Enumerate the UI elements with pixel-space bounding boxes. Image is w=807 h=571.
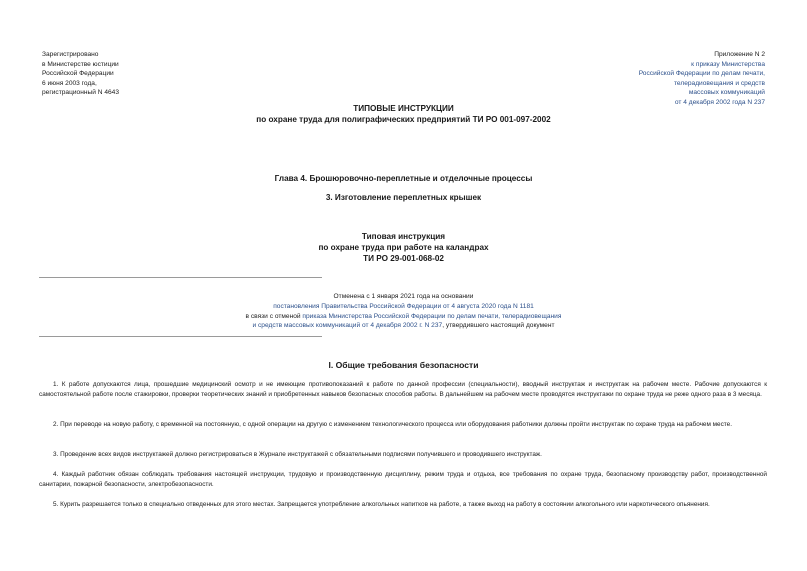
instruction-code: ТИ РО 29-001-068-02 <box>363 254 444 263</box>
registration-line: Российской Федерации <box>42 70 114 78</box>
divider <box>39 277 322 278</box>
main-subtitle: по охране труда для полиграфических предприятий ТИ РО 001-097-2002 <box>256 115 551 124</box>
cancellation-text: , утвердившего настоящий документ <box>442 322 555 330</box>
appendix-order-link[interactable]: от 4 декабря 2002 года N 237 <box>674 98 765 106</box>
registration-line: 6 июня 2003 года, <box>42 79 97 87</box>
cancellation-line: Отменена с 1 января 2021 года на основании <box>333 293 474 300</box>
registration-line: в Министерстве юстиции <box>42 60 119 68</box>
main-title: ТИПОВЫЕ ИНСТРУКЦИИ <box>353 104 454 113</box>
ministry-order-link-cont[interactable]: и средств массовых коммуникаций от 4 декабря 2002 г. N 237 <box>252 322 443 330</box>
appendix-order-link[interactable]: к приказу Министерства <box>691 60 765 68</box>
instruction-subtitle: по охране труда при работе на каландрах <box>318 243 489 252</box>
paragraph: 4. Каждый работник обязан соблюдать требования настоящей инструкции, трудовую и производственную дисциплину, режим труда и отдыха, все требования по охране труда, безопасному производству работ, производственной санитарии, пожарной безопасности, электробезопасности. <box>39 471 767 488</box>
divider <box>39 336 322 337</box>
government-decree-link[interactable]: постановления Правительства Российской Федерации от 4 августа 2020 года N 1181 <box>273 302 534 310</box>
registration-line: регистрационный N 4643 <box>42 89 120 97</box>
appendix-order-link[interactable]: телерадиовещания и средств <box>673 79 765 87</box>
appendix-order-link[interactable]: массовых коммуникаций <box>688 89 765 97</box>
appendix-order-link[interactable]: Российской Федерации по делам печати, <box>638 70 765 78</box>
cancellation-note <box>0 292 807 331</box>
instruction-title: Типовая инструкция <box>361 232 446 241</box>
paragraph: 2. При переводе на новую работу, с временной на постоянную, с одной операции на другую с изменением технологического процесса или оборудования работники должны пройти инструктаж по охране труда на рабочем месте. <box>53 421 732 428</box>
section-title: I. Общие требования безопасности <box>328 360 479 370</box>
chapter-title: Глава 4. Брошюровочно-переплетные и отделочные процессы <box>274 174 533 183</box>
ministry-order-link[interactable]: приказа Министерства Российской Федерации по делам печати, телерадиовещания <box>302 312 562 320</box>
cancellation-text: в связи с отменой <box>245 312 303 320</box>
paragraph: 1. К работе допускаются лица, прошедшие медицинский осмотр и не имеющие противопоказаний к работе по данной профессии (специальности), вводный инструктаж и инструктаж на рабочем месте. Рабочие допускаются к самостоятельной работе после стажировки, проверки теоретических знаний и приобретенных навыков безопасных способов работы. В дальнейшем на рабочем месте проводятся инструктажи по охране труда не реже одного раза в 3 месяца. <box>39 381 767 398</box>
appendix-label: Приложение N 2 <box>714 51 765 58</box>
paragraph: 5. Курить разрешается только в специально отведенных для этого местах. Запрещается употребление алкогольных напитков на работе, а также выход на работу в состоянии алкогольного или наркотического опьянения. <box>53 501 710 508</box>
registration-block <box>42 50 119 98</box>
appendix-block <box>639 50 765 108</box>
registration-line: Зарегистрировано <box>42 51 99 58</box>
paragraph: 3. Проведение всех видов инструктажей должно регистрироваться в Журнале инструктажей с обязательными подписями получившего и проводившего инструктаж. <box>53 451 542 458</box>
subchapter-title: 3. Изготовление переплетных крышек <box>325 193 482 202</box>
